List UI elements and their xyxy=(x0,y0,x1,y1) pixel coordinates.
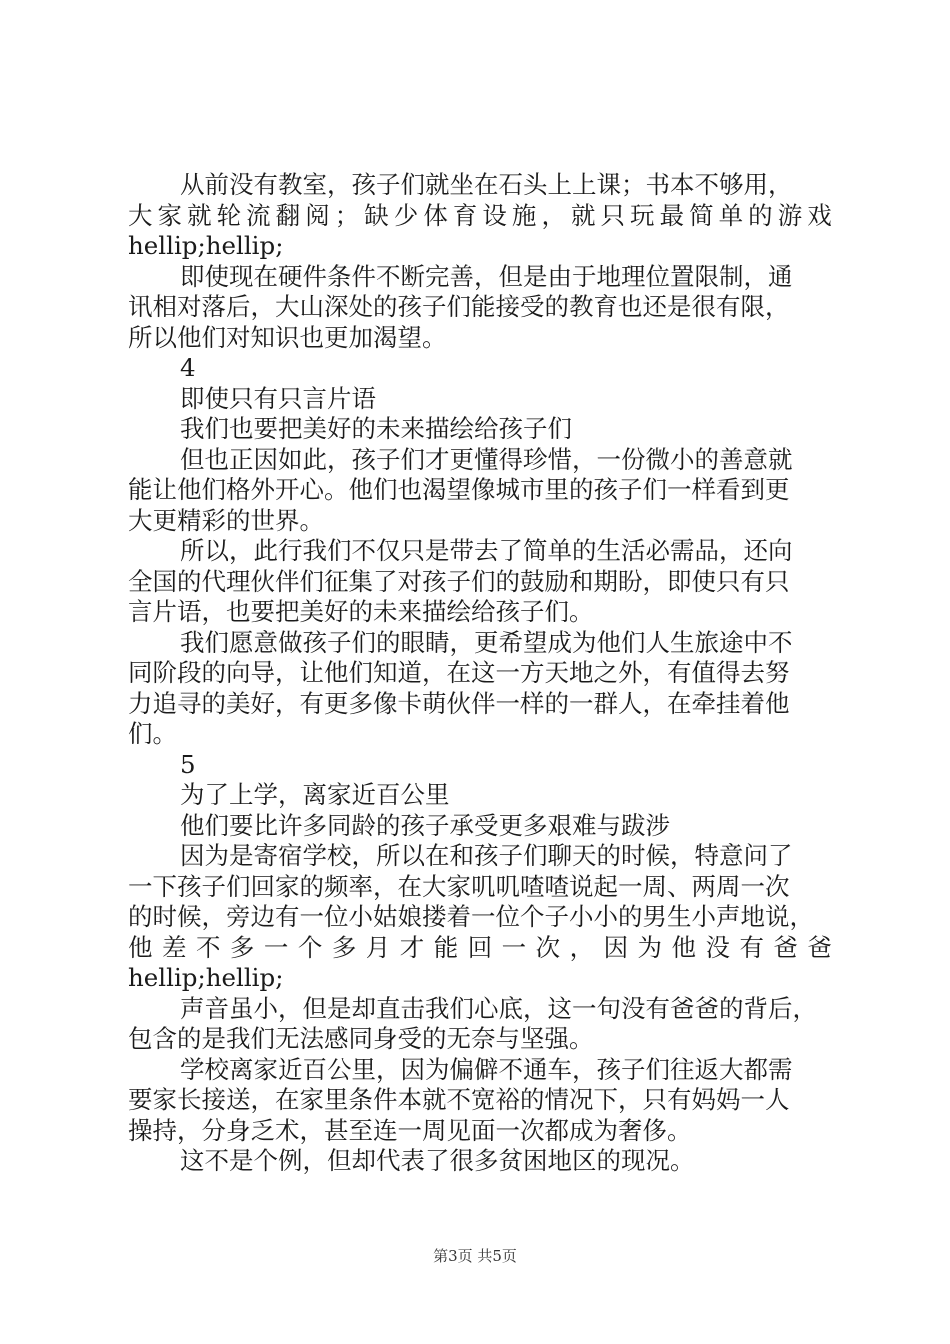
text-line: 所以他们对知识也更加渴望。 xyxy=(128,322,447,352)
text-line: 力追寻的美好，有更多像卡萌伙伴一样的一群人，在牵挂着他 xyxy=(128,688,790,718)
text-line: 的时候，旁边有一位小姑娘搂着一位个子小小的男生小声地说， xyxy=(128,902,814,931)
text-line: 为了上学，离家近百公里 xyxy=(180,780,450,809)
text-line: 他们要比许多同龄的孩子承受更多艰难与跋涉 xyxy=(180,810,670,840)
text-line: 所以，此行我们不仅只是带去了简单的生活必需品，还向 xyxy=(180,536,793,565)
document-body xyxy=(128,170,832,1177)
text-line: 声音虽小，但是却直击我们心底，这一句没有爸爸的背后， xyxy=(180,993,817,1023)
text-line: 讯相对落后，大山深处的孩子们能接受的教育也还是很有限， xyxy=(128,292,790,321)
text-line: 同阶段的向导，让他们知道，在这一方天地之外，有值得去努 xyxy=(128,658,790,687)
page-footer: 第3页 共5页 xyxy=(433,1247,517,1265)
text-line: 因为是寄宿学校，所以在和孩子们聊天的时候，特意问了 xyxy=(180,841,793,870)
text-line: 5 xyxy=(180,749,196,779)
text-line: 4 xyxy=(180,353,196,382)
text-line: 能让他们格外开心。他们也渴望像城市里的孩子们一样看到更 xyxy=(128,475,790,504)
text-line: 学校离家近百公里，因为偏僻不通车，孩子们往返大都需 xyxy=(180,1054,793,1084)
text-line: 这不是个例，但却代表了很多贫困地区的现况。 xyxy=(180,1146,695,1175)
text-line: 即使现在硬件条件不断完善，但是由于地理位置限制，通 xyxy=(180,261,793,291)
text-line: hellip;hellip; xyxy=(128,963,284,992)
text-line: 他 差 不 多 一 个 多 月 才 能 回 一 次 ， 因 为 他 没 有 爸 爸 xyxy=(128,932,832,962)
text-line: 大 家 就 轮 流 翻 阅 ； 缺 少 体 育 设 施 ， 就 只 玩 最 简 单 的 游 戏 xyxy=(128,200,832,230)
text-line: 包含的是我们无法感同身受的无奈与坚强。 xyxy=(128,1024,594,1053)
text-line: 操持，分身乏术，甚至连一周见面一次都成为奢侈。 xyxy=(128,1115,692,1145)
text-line: 我们也要把美好的未来描绘给孩子们 xyxy=(180,414,572,443)
text-line: 要家长接送，在家里条件本就不宽裕的情况下，只有妈妈一人 xyxy=(128,1085,790,1114)
text-line: 大更精彩的世界。 xyxy=(128,505,324,535)
text-line: 即使只有只言片语 xyxy=(180,383,376,413)
text-line: 全国的代理伙伴们征集了对孩子们的鼓励和期盼，即使只有只 xyxy=(128,566,790,596)
text-line: 我们愿意做孩子们的眼睛，更希望成为他们人生旅途中不 xyxy=(180,627,793,657)
text-line: 但也正因如此，孩子们才更懂得珍惜，一份微小的善意就 xyxy=(180,444,793,474)
text-line: 们。 xyxy=(128,719,177,748)
text-line: 言片语，也要把美好的未来描绘给孩子们。 xyxy=(128,597,594,626)
text-line: 一下孩子们回家的频率，在大家叽叽喳喳说起一周、两周一次 xyxy=(128,871,790,901)
text-line: hellip;hellip; xyxy=(128,231,284,260)
text-line: 从前没有教室，孩子们就坐在石头上上课；书本不够用， xyxy=(180,170,793,199)
